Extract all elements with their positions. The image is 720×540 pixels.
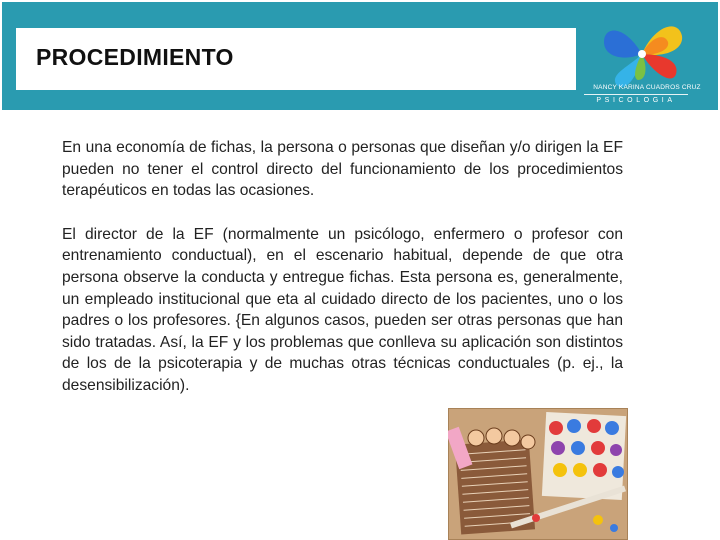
slide-title: PROCEDIMIENTO [36,44,234,70]
token-board-photo [448,408,628,540]
logo-divider [584,94,688,95]
logo-subtitle: PSICOLOGIA [596,97,676,104]
logo-name: NANCY KARINA CUADROS CRUZ [593,84,701,91]
paragraph-2: El director de la EF (normalmente un psicólogo, enfermero o profesor con entrenamiento conductual), en el escenario habitual, depende de que otra persona observe la conducta y entregue fichas. Esta persona es, generalmente, un empleado institucional que eta al cuidado directo de los pacientes, uno o los padres o los profesores. {En algunos casos, pueden ser otras personas que han sido tratadas. Así, la EF y los problemas que conlleva su aplicación son distintos de los de la psicoterapia y de muchas otras técnicas conductuales (p. ej., la desensibilización). [62,225,623,394]
paragraph-1: En una economía de fichas, la persona o personas que diseñan y/o dirigen la EF pueden no tener el control directo del funcionamiento de los procedimientos terapéuticos en todas las ocasiones. [62,139,623,200]
butterfly-logo-icon [580,8,710,108]
header-bar [0,0,720,110]
slide-content [62,137,623,419]
